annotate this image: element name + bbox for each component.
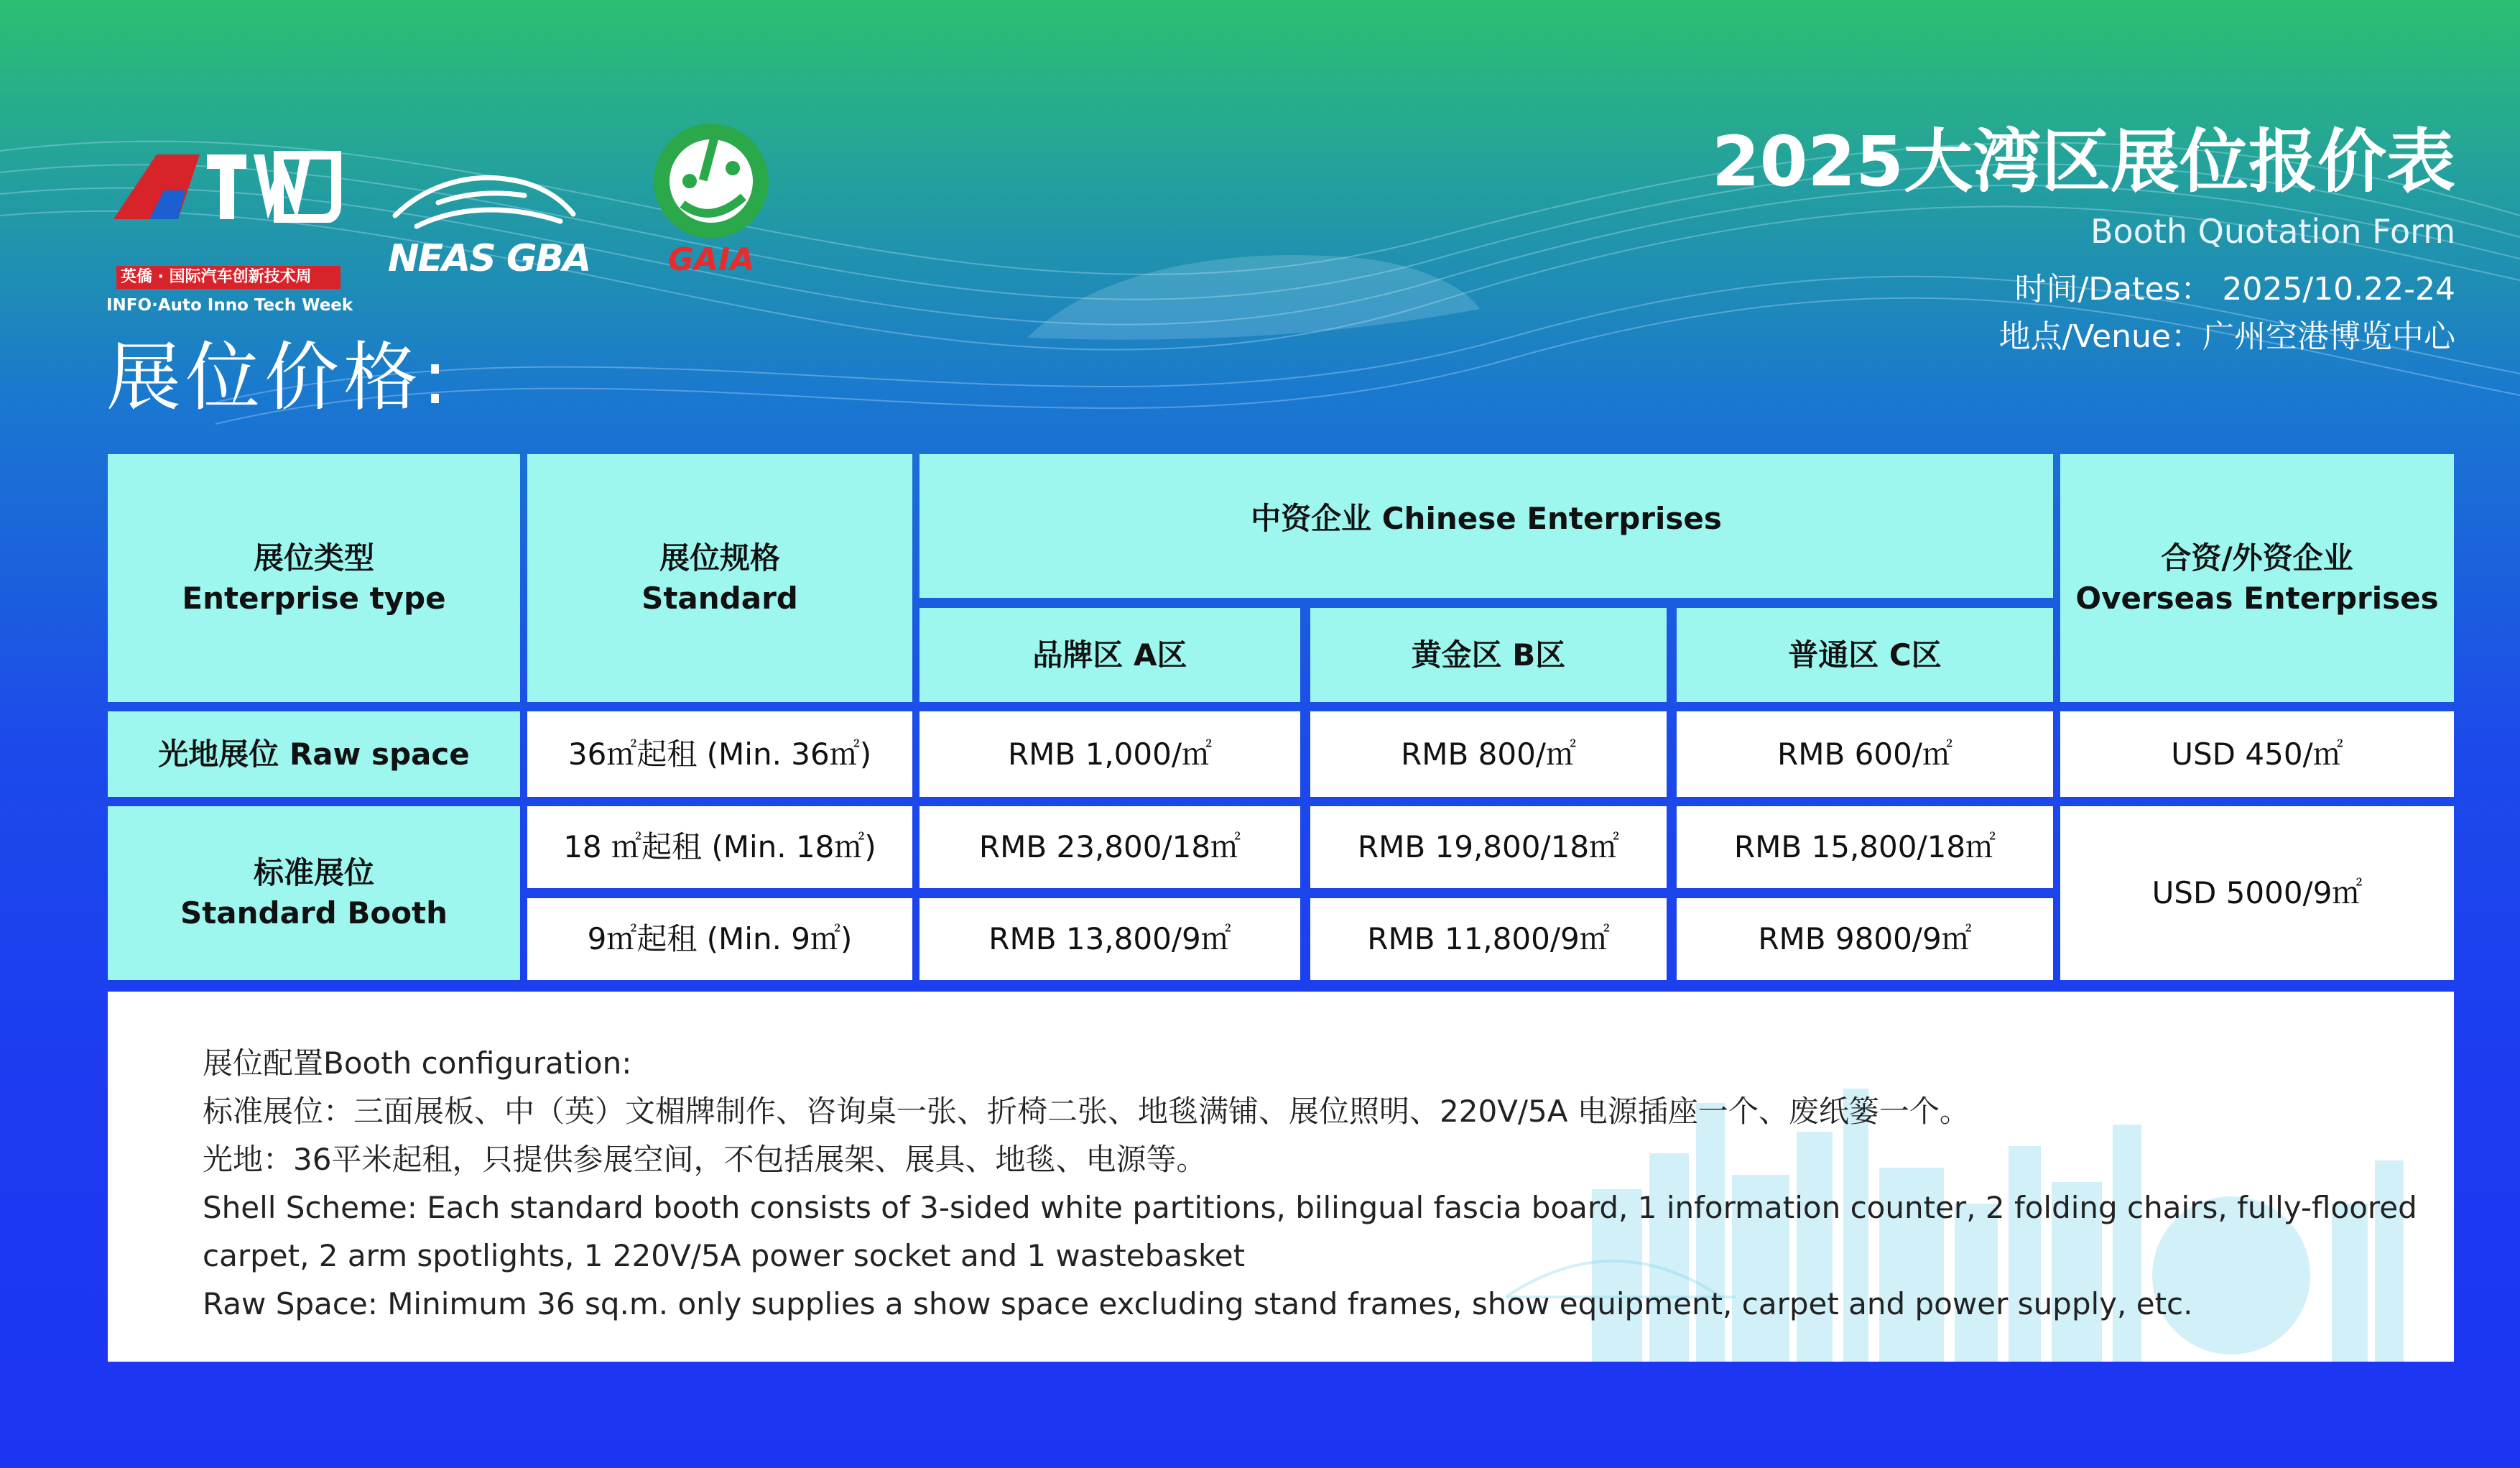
note-line-raw-cn: 光地：36平米起租，只提供参展空间，不包括展架、展具、地毯、电源等。 bbox=[203, 1142, 1207, 1177]
atw-logo-mark bbox=[106, 151, 343, 223]
standard-9-zone-a-text: RMB 13,800/9㎡ bbox=[988, 921, 1231, 956]
page-subtitle: Booth Quotation Form bbox=[2090, 212, 2455, 251]
header-overseas-en: Overseas Enterprises bbox=[2075, 580, 2439, 616]
standard-18-zone-a-price bbox=[919, 806, 1300, 888]
standard-9-zone-c-price bbox=[1677, 898, 2053, 980]
raw-space-zone-b-text: RMB 800/㎡ bbox=[1401, 736, 1576, 772]
raw-space-zone-c-text: RMB 600/㎡ bbox=[1777, 736, 1952, 772]
standard-18-zone-b-price bbox=[1310, 806, 1667, 888]
booth-configuration-notes bbox=[108, 992, 2454, 1362]
raw-space-standard-text: 36㎡起租 (Min. 36㎡) bbox=[568, 736, 872, 772]
atw-logo bbox=[106, 151, 353, 315]
gaia-emblem-icon bbox=[647, 118, 776, 244]
standard-booth-label-en: Standard Booth bbox=[180, 895, 448, 931]
standard-18-zone-a-text: RMB 23,800/18㎡ bbox=[978, 829, 1241, 864]
standard-9-zone-b-text: RMB 11,800/9㎡ bbox=[1367, 921, 1610, 956]
standard-9-zone-b-price bbox=[1310, 898, 1667, 980]
raw-space-zone-c-price bbox=[1677, 711, 2053, 797]
header-zone-b-label: 黄金区 B区 bbox=[1411, 637, 1566, 673]
note-line-config-title: 展位配置Booth configuration: bbox=[203, 1045, 632, 1081]
header-chinese-enterprises bbox=[919, 454, 2053, 598]
header-zone-b bbox=[1310, 608, 1667, 702]
standard-9-zone-c-text: RMB 9800/9㎡ bbox=[1758, 921, 1972, 956]
raw-space-zone-a-text: RMB 1,000/㎡ bbox=[1008, 736, 1212, 772]
header-zone-c bbox=[1677, 608, 2053, 702]
raw-space-zone-a-price bbox=[919, 711, 1300, 797]
header-standard bbox=[527, 454, 912, 702]
gaia-logo-text: GAIA bbox=[667, 241, 755, 278]
raw-space-standard bbox=[527, 711, 912, 797]
header-enterprise-type-cn: 展位类型 bbox=[253, 540, 374, 576]
header-standard-cn: 展位规格 bbox=[659, 540, 780, 576]
standard-18-zone-c-text: RMB 15,800/18㎡ bbox=[1733, 829, 1996, 864]
standard-booth-overseas-text: USD 5000/9㎡ bbox=[2151, 875, 2363, 910]
page-title: 2025大湾区展位报价表 bbox=[1711, 121, 2455, 202]
standard-booth-overseas-price bbox=[2060, 806, 2454, 980]
standard-booth-label-cn: 标准展位 bbox=[253, 855, 374, 890]
raw-space-zone-b-price bbox=[1310, 711, 1667, 797]
header-overseas-cn: 合资/外资企业 bbox=[2161, 540, 2353, 576]
note-lines bbox=[203, 1039, 2417, 1328]
standard-9-standard-text: 9㎡起租 (Min. 9㎡) bbox=[587, 921, 853, 956]
header-zone-a-label: 品牌区 A区 bbox=[1032, 637, 1187, 673]
header-overseas-enterprises bbox=[2060, 454, 2454, 702]
row-standard-booth-label bbox=[108, 806, 520, 980]
standard-9-standard bbox=[527, 898, 912, 980]
atw-logo-cn-text: 英僑 · 国际汽车创新技术周 bbox=[116, 266, 341, 289]
note-line-shell-scheme-en-1: Shell Scheme: Each standard booth consists of 3-sided white partitions, bilingual fascia board, 1 information counter, 2 folding chairs, fully-floored bbox=[203, 1190, 2417, 1225]
standard-18-standard bbox=[527, 806, 912, 888]
gaia-logo bbox=[647, 118, 776, 283]
car-outline-icon bbox=[388, 158, 582, 237]
raw-space-overseas-text: USD 450/㎡ bbox=[2171, 736, 2343, 772]
logo-strip bbox=[101, 108, 790, 315]
standard-18-standard-text: 18 ㎡起租 (Min. 18㎡) bbox=[563, 829, 876, 864]
note-line-shell-scheme-en-2: carpet, 2 arm spotlights, 1 220V/5A power socket and 1 wastebasket bbox=[203, 1238, 1246, 1273]
header-enterprise-type bbox=[108, 454, 520, 702]
page-header bbox=[1712, 122, 2455, 361]
note-line-standard-cn: 标准展位：三面展板、中（英）文楣牌制作、咨询桌一张、折椅二张、地毯满铺、展位照明、220V/5A 电源插座一个、废纸篓一个。 bbox=[203, 1094, 1970, 1129]
note-line-raw-space-en: Raw Space: Minimum 36 sq.m. only supplies a show space excluding stand frames, show equipment, carpet and power supply, etc. bbox=[203, 1286, 2193, 1321]
standard-9-zone-a-price bbox=[919, 898, 1300, 980]
row-raw-space-label bbox=[108, 711, 520, 797]
neas-gba-logo-text: NEAS GBA bbox=[388, 237, 590, 280]
event-venue: 地点/Venue：广州空港博览中心 bbox=[1998, 318, 2455, 355]
header-standard-en: Standard bbox=[641, 580, 798, 616]
standard-18-zone-c-price bbox=[1677, 806, 2053, 888]
neas-gba-logo bbox=[388, 158, 590, 280]
raw-space-label-text: 光地展位 Raw space bbox=[158, 736, 470, 772]
header-enterprise-type-en: Enterprise type bbox=[182, 580, 446, 616]
header-zone-a bbox=[919, 608, 1300, 702]
raw-space-overseas-price bbox=[2060, 711, 2454, 797]
event-dates: 时间/Dates： 2025/10.22-24 bbox=[2014, 271, 2455, 308]
section-title: 展位价格: bbox=[106, 333, 453, 421]
standard-18-zone-b-text: RMB 19,800/18㎡ bbox=[1357, 829, 1620, 864]
header-zone-c-label: 普通区 C区 bbox=[1788, 637, 1942, 673]
header-chinese-enterprises-label: 中资企业 Chinese Enterprises bbox=[1251, 501, 1722, 536]
atw-logo-subtitle: INFO·Auto Inno Tech Week bbox=[106, 296, 353, 315]
